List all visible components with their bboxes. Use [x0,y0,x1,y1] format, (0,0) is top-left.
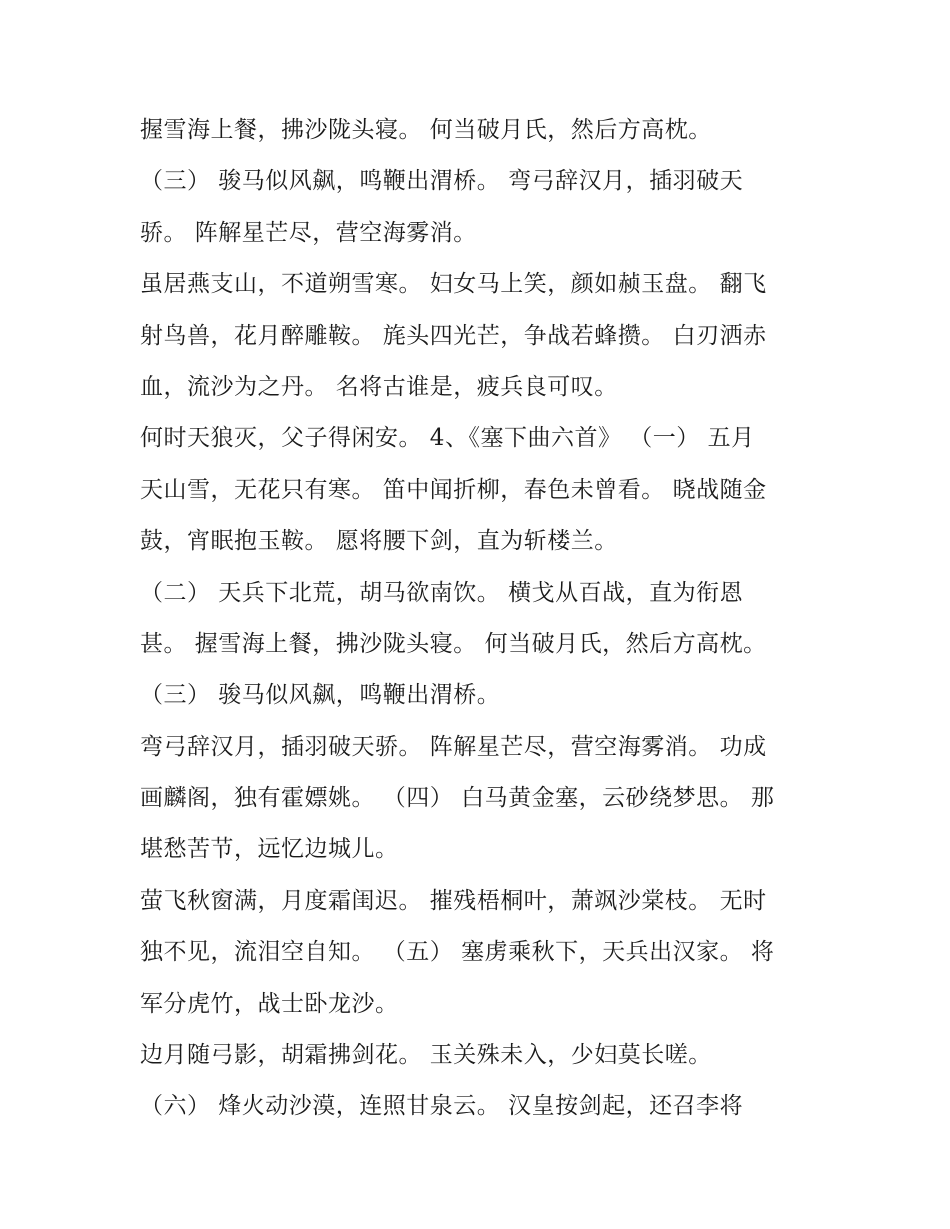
text-line-9: 鼓，宵眠抱玉鞍。 愿将腰下剑，直为斩楼兰。 [140,528,618,555]
text-line-10: （二） 天兵下北荒，胡马欲南饮。 横戈从百战，直为衔恩 [140,579,744,606]
text-line-12: （三） 骏马似风飙，鸣鞭出渭桥。 [140,682,501,709]
poem-text-block [140,105,820,1133]
text-line-20: （六） 烽火动沙漠，连照甘泉云。 汉皇按剑起，还召李将 [140,1093,744,1120]
text-line-6: 血，流沙为之丹。 名将古谁是，疲兵良可叹。 [140,373,618,400]
text-line-13: 弯弓辞汉月，插羽破天骄。 阵解星芒尽，营空海雾消。 功成 [140,733,767,760]
text-line-11: 甚。 握雪海上餐，拂沙陇头寝。 何当破月氏，然后方高枕。 [140,630,767,657]
text-line-16: 萤飞秋窗满，月度霜闺迟。 摧残梧桐叶，萧飒沙棠枝。 无时 [140,887,767,914]
text-line-7: 何时天狼灭，父子得闲安。 4、《塞下曲六首》 （一） 五月 [140,425,755,452]
text-line-5: 射鸟兽，花月醉雕鞍。 旄头四光芒，争战若蜂攒。 白刃洒赤 [140,322,767,349]
text-line-18: 军分虎竹，战士卧龙沙。 [140,990,399,1017]
text-line-4: 虽居燕支山，不道朔雪寒。 妇女马上笑，颜如赪玉盘。 翻飞 [140,271,767,298]
text-line-1: 握雪海上餐，拂沙陇头寝。 何当破月氏，然后方高枕。 [140,117,712,143]
text-line-8: 天山雪，无花只有寒。 笛中闻折柳，春色未曾看。 晓战随金 [140,476,767,503]
text-line-17: 独不见，流泪空自知。 （五） 塞虏乘秋下，天兵出汉家。 将 [140,939,775,966]
text-line-14: 画麟阁，独有霍嫖姚。 （四） 白马黄金塞，云砂绕梦思。 那 [140,785,775,812]
text-line-2: （三） 骏马似风飙，鸣鞭出渭桥。 弯弓辞汉月，插羽破天 [140,168,744,195]
text-line-15: 堪愁苦节，远忆边城儿。 [140,836,399,863]
text-line-19: 边月随弓影，胡霜拂剑花。 玉关殊未入，少妇莫长嗟。 [140,1042,712,1069]
text-line-3: 骄。 阵解星芒尽，营空海雾消。 [140,219,477,246]
